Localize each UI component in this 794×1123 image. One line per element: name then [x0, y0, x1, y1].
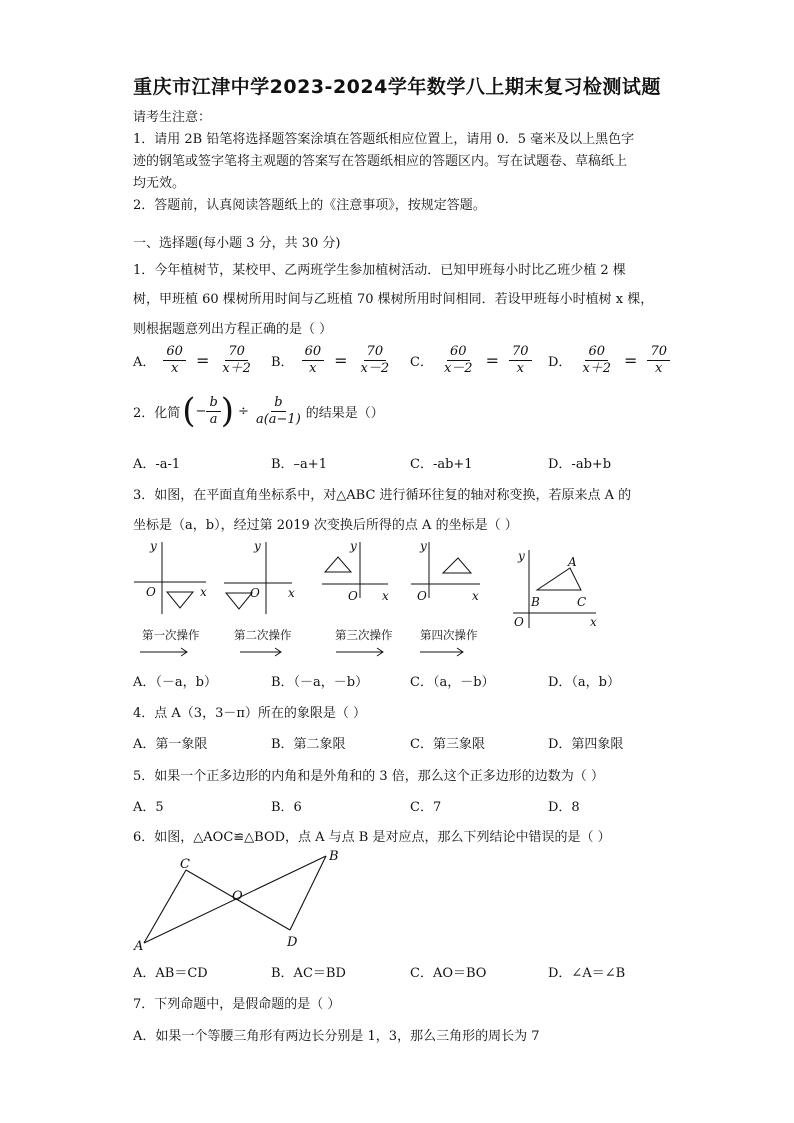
q4-option-d[interactable]: D．第四象限 [548, 737, 624, 752]
fraction: $\frac{70}{x}$ [647, 344, 670, 377]
q2-option-c[interactable]: C．-ab+1 [410, 457, 473, 472]
fraction: $\frac{b}{a(a-1)}$ [255, 394, 301, 427]
fraction: $\frac{60}{x+2}$ [582, 344, 612, 376]
section-heading: 一、选择题(每小题 3 分，共 30 分) [133, 236, 341, 251]
svg-text:x: x [200, 585, 207, 599]
q1-option-c[interactable]: C． $\frac{60}{x-2}$ = $\frac{70}{x}$ [410, 344, 532, 377]
q6-option-a[interactable]: A．AB＝CD [133, 966, 208, 981]
fraction: $\frac{60}{x-2}$ [443, 344, 473, 376]
q4-stem: 4．点 A（3，3－π）所在的象限是（ ） [133, 706, 367, 721]
q2-option-b[interactable]: B．–a+1 [271, 457, 327, 472]
q6-option-c[interactable]: C．AO＝BO [410, 966, 487, 981]
notice-item-1-line-3: 均无效。 [133, 176, 186, 191]
q4-option-c[interactable]: C．第三象限 [410, 737, 485, 752]
q5-option-d[interactable]: D．8 [548, 800, 580, 815]
q2-stem: 2．化简 ( − $\frac{b}{a}$ ) ÷ $\frac{b}{a(a-1)}$ 的结果是（） [133, 391, 384, 431]
svg-text:O: O [250, 586, 260, 600]
q2-option-d[interactable]: D．-ab+b [548, 457, 612, 472]
svg-text:y: y [518, 549, 525, 563]
q6-option-d[interactable]: D．∠A＝∠B [548, 966, 626, 981]
fraction: $\frac{70}{x+2}$ [222, 344, 251, 376]
op-label-4: 第四次操作 [420, 628, 478, 642]
q3-line-1: 3．如图，在平面直角坐标系中，对△ABC 进行循环往复的轴对称变换，若原来点 A 的 [133, 488, 632, 503]
svg-text:B: B [531, 595, 540, 609]
q3-option-a[interactable]: A．（－a，b） [133, 675, 217, 690]
q3-transform-figure [120, 536, 620, 666]
fraction: $\frac{70}{x}$ [509, 344, 532, 377]
q5-option-a[interactable]: A．5 [133, 800, 164, 815]
q1-line-1: 1．今年植树节，某校甲、乙两班学生参加植树活动．已知甲班每小时比乙班少植 2 棵 [133, 263, 626, 278]
q1-option-d[interactable]: D． $\frac{60}{x+2}$ = $\frac{70}{x}$ [548, 344, 670, 377]
notice-heading: 请考生注意： [133, 110, 212, 125]
op-label-2: 第二次操作 [234, 628, 292, 642]
q3-option-b[interactable]: B．（－a，－b） [271, 675, 369, 690]
q5-option-b[interactable]: B．6 [271, 800, 302, 815]
q3-option-c[interactable]: C．（a，－b） [410, 675, 495, 690]
q1-line-3: 则根据题意列出方程正确的是（ ） [133, 322, 333, 337]
q1-line-2: 树，甲班植 60 棵树所用时间与乙班植 70 棵树所用时间相同．若设甲班每小时植树 x 棵， [133, 292, 654, 307]
q2-option-a[interactable]: A．-a-1 [133, 457, 181, 472]
op-label-3: 第三次操作 [335, 628, 393, 642]
q7-option-a[interactable]: A．如果一个等腰三角形有两边长分别是 1，3，那么三角形的周长为 7 [133, 1029, 540, 1044]
q6-congruent-triangles-figure [130, 848, 350, 956]
svg-text:y: y [150, 539, 157, 553]
svg-text:B: B [329, 849, 339, 864]
svg-text:y: y [350, 539, 357, 553]
q1-option-a[interactable]: A． $\frac{60}{x}$ = $\frac{70}{x+2}$ [133, 344, 254, 377]
op-label-1: 第一次操作 [142, 628, 200, 642]
notice-item-1-line-2: 迹的钢笔或签字笔将主观题的答案写在答题纸相应的答题区内。写在试题卷、草稿纸上 [133, 154, 628, 169]
svg-text:O: O [232, 889, 243, 904]
svg-text:O: O [514, 615, 524, 629]
svg-text:y: y [420, 539, 427, 553]
q5-stem: 5．如果一个正多边形的内角和是外角和的 3 倍，那么这个正多边形的边数为（ ） [133, 769, 604, 784]
svg-text:A: A [134, 939, 144, 954]
svg-text:D: D [287, 935, 298, 950]
svg-text:x: x [472, 589, 479, 603]
svg-text:x: x [590, 615, 597, 629]
fraction: $\frac{60}{x}$ [163, 344, 186, 377]
svg-text:O: O [348, 589, 358, 603]
q5-option-c[interactable]: C．7 [410, 800, 442, 815]
fraction: $\frac{b}{a}$ [206, 395, 220, 428]
svg-text:A: A [568, 555, 577, 569]
svg-text:O: O [417, 589, 427, 603]
svg-text:y: y [254, 539, 261, 553]
q7-stem: 7．下列命题中，是假命题的是（ ） [133, 997, 341, 1012]
q4-option-b[interactable]: B．第二象限 [271, 737, 346, 752]
svg-text:x: x [288, 586, 295, 600]
notice-item-2: 2．答题前，认真阅读答题纸上的《注意事项》，按规定答题。 [133, 198, 486, 213]
q3-line-2: 坐标是（a，b），经过第 2019 次变换后所得的点 A 的坐标是（ ） [133, 518, 518, 533]
svg-text:O: O [146, 585, 156, 599]
fraction: $\frac{70}{x-2}$ [360, 344, 390, 376]
q3-option-d[interactable]: D．（a，b） [548, 675, 620, 690]
svg-text:x: x [382, 589, 389, 603]
q6-option-b[interactable]: B．AC＝BD [271, 966, 346, 981]
svg-text:C: C [577, 595, 587, 609]
q4-option-a[interactable]: A．第一象限 [133, 737, 208, 752]
notice-item-1-line-1: 1．请用 2B 铅笔将选择题答案涂填在答题纸相应位置上，请用 0．5 毫米及以上黑色字 [133, 132, 635, 147]
page-title: 重庆市江津中学2023-2024学年数学八上期末复习检测试题 [133, 76, 661, 98]
svg-text:C: C [180, 857, 190, 872]
q1-option-b[interactable]: B． $\frac{60}{x}$ = $\frac{70}{x-2}$ [271, 344, 392, 377]
q6-stem: 6．如图，△AOC≌△BOD，点 A 与点 B 是对应点，那么下列结论中错误的是（ ） [133, 830, 611, 845]
fraction: $\frac{60}{x}$ [302, 344, 325, 377]
